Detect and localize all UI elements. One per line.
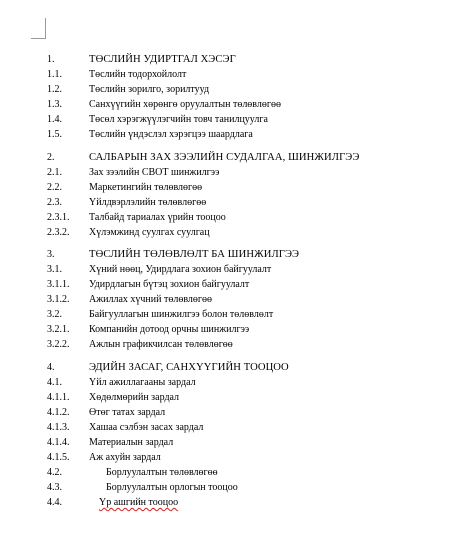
toc-number: 1. <box>47 54 55 65</box>
toc-text: Өтөг татах зардал <box>89 407 166 418</box>
toc-number: 3.1. <box>47 264 62 275</box>
toc-heading-text: САЛБАРЫН ЗАХ ЗЭЭЛИЙН СУДАЛГАА, ШИНЖИЛГЭЭ <box>89 152 360 163</box>
toc-heading-text: ТӨСЛИЙН УДИРТГАЛ ХЭСЭГ <box>89 54 236 65</box>
toc-text: Хүний нөөц, Удирдлага зохион байгуулалт <box>89 264 272 275</box>
toc-text: Хүлэмжинд суулгах суулгац <box>89 227 210 238</box>
toc-text: Санхүүгийн хөрөнгө оруулалтын төлөвлөгөө <box>89 99 281 110</box>
toc-text: Материалын зардал <box>89 437 174 448</box>
toc-number: 3.2.2. <box>47 339 70 350</box>
toc-text: Компанийн дотоод орчны шинжилгээ <box>89 324 250 335</box>
toc-number: 2.3.1. <box>47 212 70 223</box>
toc-number: 1.5. <box>47 129 62 140</box>
toc-number: 2. <box>47 152 55 163</box>
toc-text: Удирдлагын бүтэц зохион байгуулалт <box>89 279 250 290</box>
toc-number: 1.1. <box>47 69 62 80</box>
toc-number: 3.2. <box>47 309 62 320</box>
toc-text: Төслийн тодорхойлолт <box>89 69 187 80</box>
toc-text: Борлуулалтын орлогын тооцоо <box>106 482 238 493</box>
toc-text: Хөдөлмөрийн зардал <box>89 392 180 403</box>
toc-text: Ажиллах хүчний төлөвлөгөө <box>89 294 213 305</box>
toc-number: 4.1. <box>47 377 62 388</box>
toc-text: Аж ахуйн зардал <box>89 452 161 463</box>
toc-text: Төслийн үндэслэл хэрэгцээ шаардлага <box>89 129 253 140</box>
toc-text-spellcheck: Үр ашгийн тооцоо <box>99 497 179 508</box>
toc-text: Байгууллагын шинжилгээ болон төлөвлөлт <box>89 309 274 320</box>
toc-number: 4.1.4. <box>47 437 70 448</box>
toc-number: 3.1.1. <box>47 279 70 290</box>
toc-text: Борлуулалтын төлөвлөгөө <box>106 467 218 478</box>
toc-number: 2.3. <box>47 197 62 208</box>
page-corner-mark <box>31 18 46 39</box>
toc-number: 2.2. <box>47 182 62 193</box>
toc-number: 3. <box>47 249 55 260</box>
toc-number: 4.1.5. <box>47 452 70 463</box>
toc-number: 1.4. <box>47 114 62 125</box>
toc-number: 4.1.2. <box>47 407 70 418</box>
toc-heading-text: ЭДИЙН ЗАСАГ, САНХҮҮГИЙН ТООЦОО <box>89 362 289 373</box>
toc-number: 4.1.3. <box>47 422 70 433</box>
toc-number: 4.3. <box>47 482 62 493</box>
toc-heading-text: ТӨСЛИЙН ТӨЛӨВЛӨЛТ БА ШИНЖИЛГЭЭ <box>89 249 300 260</box>
toc-number: 2.1. <box>47 167 62 178</box>
toc-number: 4.1.1. <box>47 392 70 403</box>
toc-text: Төсөл хэрэгжүүлэгчийн товч танилцуулга <box>89 114 268 125</box>
toc-number: 2.3.2. <box>47 227 70 238</box>
toc-number: 4. <box>47 362 55 373</box>
toc-number: 1.3. <box>47 99 62 110</box>
toc-text: Төслийн зорилго, зорилтууд <box>89 84 210 95</box>
toc-number: 3.2.1. <box>47 324 70 335</box>
toc-text: Үйлдвэрлэлийн төлөвлөгөө <box>89 197 207 208</box>
toc-number: 4.2. <box>47 467 62 478</box>
toc-number: 4.4. <box>47 497 62 508</box>
toc-text: Зах зээлийн СВОТ шинжилгээ <box>89 167 220 178</box>
toc-number: 3.1.2. <box>47 294 70 305</box>
toc-text: Талбайд тариалах үрийн тооцоо <box>89 212 226 223</box>
toc-text: Үйл ажиллагааны зардал <box>89 377 196 388</box>
toc-number: 1.2. <box>47 84 62 95</box>
toc-text: Маркетингийн төлөвлөгөө <box>89 182 203 193</box>
toc-text: Хашаа сэлбэн засах зардал <box>89 422 204 433</box>
toc-text: Ажлын графикчилсан төлөвлөгөө <box>89 339 233 350</box>
